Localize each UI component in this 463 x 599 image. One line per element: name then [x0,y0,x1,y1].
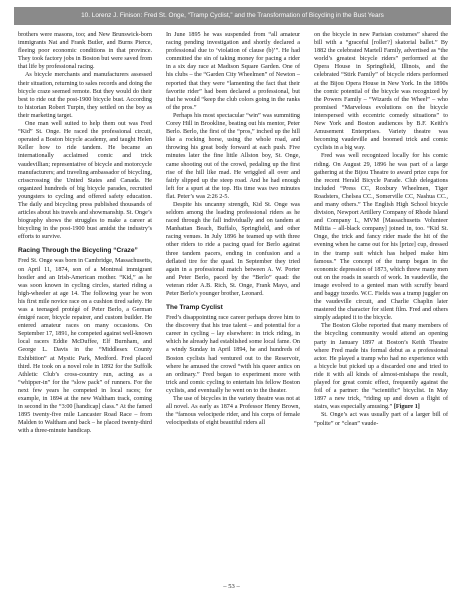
paragraph: In June 1895 he was suspended from “all amateur racing pending investigation and shortly declared a professional due to ‘violation of clause (b)’”. He had committed the sin of taking money for pacing a rider in a six day race at Madison Square Garden. One of his clubs – the “Garden City Wheelmen” of Newton – reported that they were “lamenting the fact that their favorite rider” had been declared a professional, but that he would “keep the club colors going in the ranks of the pros.” [166,32,300,111]
section-heading: The Tramp Cyclist [166,304,223,312]
paragraph: St. Onge’s act was usually part of a larger bill of “polite” or “clean” vaude- [314,412,448,427]
running-title: 10. Lorenz J. Finison: Fred St. Onge, “Tramp Cyclist,” and the Transformation of Bicycling in the Bust Years [81,12,384,19]
column-3 [314,31,448,579]
paragraph: on the bicycle in new Parisian costumes” shared the bill with a “graceful [roller?] skatorial ballet.” By 1882 the celebrated Martell Family, advertised as “the world’s greatest bicycle riders” performed at the Opera House in Springfield, Illinois, and the celebrated “Stirk Family” of bicycle riders performed at the Bijou Opera House in New York. In the 1890s the comic potential of the bicycle was recognized by the Powers Family – “Wizards of the Wheel” – who promised “Marvelous evolutions on the bicycle interspersed with eccentric comedy situations” to New York and Boston audiences by B.F. Keith’s Amusement Enterprises. Variety theatre was becoming vaudeville and boomed trick and comic cyclists in a big way. [314,32,448,152]
column-1 [18,31,152,579]
paragraph: The use of bicycles in the variety theatre was not at all novel. As early as 1874 a Professor Henry Brown, the “famous velocipede rider, and his corps of female velocipedists of eight beautiful riders all [166,396,300,427]
paragraph: Perhaps his most spectacular “win” was summiting Corey Hill in Brookline, beating out his mentor, Peter Berlo. Berlo, the first of the “pros,” inched up the hill like a rocking horse, using the whole road, and throwing his great body forward at each push. Five minutes later the fine little Allston boy, St. Onge, came shooting out of the crowd, pedaling up the first rise of the hill like mad. He wriggled all over and fairly slipped up the steep road. And he had enough left for a spurt at the top. His time was two minutes flat. Peter’s was 2:26 2-5. [166,112,300,200]
paragraph: Fred’s disappointing race career perhaps drove him to the discovery that his true talent – and potential for a career in cycling – lay elsewhere: in trick riding, in which he already had established some local fame. On a windy Sunday in April 1894, he and hundreds of Boston cyclists had ventured out to the Reservoir, where he amused the crowd “with his queer antics on an ordinary.” Fred began to experiment more with trick and comic cycling to entertain his fellow Boston cyclists, and eventually he went on to the theater. [166,315,300,394]
paragraph: Fred was well recognized locally for his comic riding. On August 29, 1896 he was part of a large gathering at the Bijou Theatre to award prize cups for the recent Herald Bicycle Parade. Club delegations included “Press CC, Roxbury Wheelmen, Tiger Roadsters, Chelsea CC., Somerville CC, Nashua CC., and many others.” The English High School bicycle division, Newport Artillery Company of Rhode Island and Company L, MVM [Massachusetts Volunteer Militia – all-black company] joined in, too. “Kid St. Onge, the trick and fancy rider made the hit of the evening when he came out for his [prize] cup, dressed in the tramp suit which has helped make him famous.” The concept of the tramp began in the economic depression of 1873, which threw many men out on the roads in search of work. In vaudeville, the image evolved to a genteel man with scruffy beard and baggy tuxedo. W.C. Fields was a tramp juggler on the vaudeville circuit, and Charlie Chaplin later mastered the character for silent film. Fred and others simply adapted it to the bicycle. [314,153,448,322]
column-2 [166,31,300,579]
text-columns [18,31,448,579]
paragraph: brothers were masons, too; and New Brunswick-born immigrants Nat and Frank Butler, and Burns Pierce, fleeing poor economic conditions in that province. They took factory jobs in Boston but were saved from that life by professional racing. [18,32,152,71]
page-number: – 53 – [223,583,240,590]
paragraph-text: The Boston Globe reported that many members of the bicycling community would attend an opening party in January 1897 at Boston’s Keith Theatre where Fred made his formal debut as a professional actor. He played a tramp who had no experience with a bicycle but picked up a discarded one and tried to ride it with all kinds of almost-mishaps the result, played for great comic effect, frequently against the foil of a partner: the “scientific” bicyclist. In May 1897 a new trick, “riding up and down a flight of stairs, was especially amusing.” [314,323,448,411]
paragraph: Fred St. Onge was born in Cambridge, Massachusetts, on April 11, 1874, son of a Montreal immigrant hostler and an Irish-American mother. “Kid,” as he was soon known in cycling circles, started riding a high-wheeler at age 14. The following year he won his first mile novice race on a cushion tired safety. He was a teenaged protégé of Peter Berlo, a German émigré racer, bicycle repairer, and custom builder. He entered amateur races on many occasions. On September 17, 1891, he competed against well-known local racers Eddie McDuffee, Elf Burnham, and George L. Davis in the “Middlesex County Exhibition” at Mystic Park, Medford. Fred placed third. He took on a novel role in 1892 for the Suffolk Athletic Club’s cross-country run, acting as a “whipper-in” for the “slow pack” of runners. For the next few years he competed in local races; for example, in 1894 at the new Waltham track, coming in second in the “3:00 [handicap] class.” At the famed 1895 twenty-five mile Lancaster Road Race – from Malden to Waltham and back – he placed twenty-third with a three-minute handicap. [18,258,152,435]
running-header [14,7,451,25]
section-heading: Racing Through the Bicycling “Craze” [18,247,138,255]
paragraph: Despite his uncanny strength, Kid St. Onge was seldom among the leading professional riders as he raced through the fall individually and on tandem at Manhattan Beach, Buffalo, Springfield, and other racing venues. In July 1896 he teamed up with three other riders to ride a pacing quad for Berlo against three tandem pacers, ending in confusion and a deflated tire for the quad. In September they tried again in a professional match between A. W. Porter and Peter Berlo, paced by the “Berlo” quad: the veteran rider A.B. Rich, St. Onge, Frank Mayo, and Peter Berlo’s younger brother, Leonard. [166,201,300,297]
paragraph: As bicycle merchants and manufacturers assessed their situation, returning to sales records and doing the bicycle craze seemed remote. But they would do their best to ride out the post-1900 bicycle bust. According to historian Robert Turpin, they settled on the boy as their marketing target. [18,72,152,119]
figure-reference: [Figure 1] [393,404,420,411]
paragraph: One man well suited to help them out was Fred “Kid” St. Onge. He raced the professional circuit, operated a Boston bicycle academy, and taught Helen Keller how to ride tandem. He became an internationally acclaimed comic and trick vaudevillian; representative of bicycle and motorcycle manufacturers; and traveling ambassador of bicycling, crisscrossing the United States and Canada. He organized hundreds of big bicycle parades, recruited youngsters to cycling and offered safety education. The daily and bicycling press published thousands of articles about his travels and showmanship. St. Onge’s biography shows the struggles to make a career at bicycling in the post-1900 bust amidst the industry’s efforts to survive. [18,121,152,241]
paragraph [314,322,448,411]
